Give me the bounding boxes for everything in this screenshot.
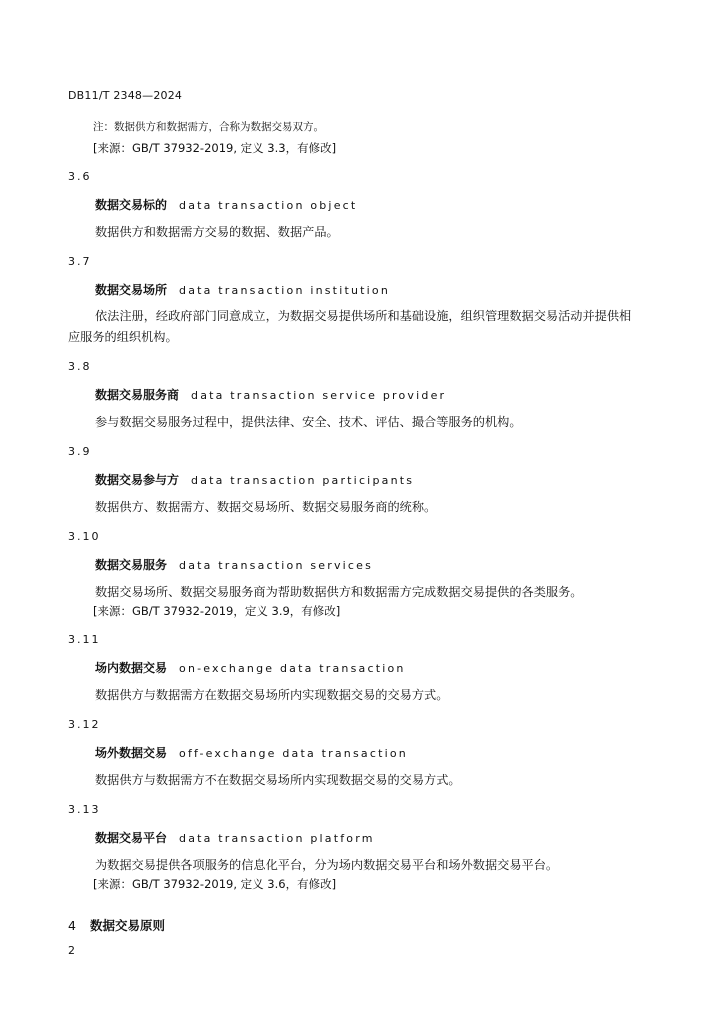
definition-text: 数据供方、数据需方、数据交易场所、数据交易服务商的统称。	[95, 500, 437, 514]
term-en: off-exchange data transaction	[179, 747, 408, 760]
definition-text: 为数据交易提供各项服务的信息化平台，分为场内数据交易平台和场外数据交易平台。	[95, 858, 559, 872]
term-en: data transaction service provider	[191, 389, 447, 402]
clause-number: 3.9	[68, 445, 92, 458]
term-zh: 场外数据交易	[95, 746, 168, 760]
term-zh: 数据交易平台	[95, 831, 168, 845]
section-number: 4	[68, 918, 76, 933]
source-citation: [来源：GB/T 37932-2019, 定义 3.6，有修改]	[93, 877, 337, 891]
term-en: data transaction institution	[179, 284, 391, 297]
definition-text: 参与数据交易服务过程中，提供法律、安全、技术、评估、撮合等服务的机构。	[95, 415, 522, 429]
clause-number: 3.10	[68, 530, 101, 543]
clause-number: 3.7	[68, 255, 92, 268]
term-heading	[95, 744, 408, 761]
clause-number: 3.8	[68, 360, 92, 373]
definition-text: 依法注册，经政府部门同意成立，为数据交易提供场所和基础设施，组织管理数据交易活动并提供相应服务的组织机构。	[68, 309, 632, 344]
definition-text: 数据供方与数据需方不在数据交易场所内实现数据交易的交易方式。	[95, 773, 461, 787]
definition-text: 数据供方与数据需方在数据交易场所内实现数据交易的交易方式。	[95, 688, 449, 702]
source-citation: [来源：GB/T 37932-2019，定义 3.9，有修改]	[93, 604, 341, 618]
clause-number: 3.12	[68, 718, 101, 731]
term-zh: 场内数据交易	[95, 661, 168, 675]
term-heading	[95, 829, 375, 846]
term-heading	[95, 556, 373, 573]
clause-number: 3.6	[68, 170, 92, 183]
definition-text: 数据交易场所、数据交易服务商为帮助数据供方和数据需方完成数据交易提供的各类服务。	[95, 585, 583, 599]
page-number: 2	[68, 944, 75, 957]
term-en: on-exchange data transaction	[179, 662, 406, 675]
source-citation: [来源：GB/T 37932-2019, 定义 3.3，有修改]	[93, 141, 337, 155]
clause-number: 3.13	[68, 803, 101, 816]
section-heading	[68, 916, 165, 934]
term-zh: 数据交易服务商	[95, 388, 180, 402]
section-title: 数据交易原则	[89, 918, 165, 933]
term-heading	[95, 659, 406, 676]
term-zh: 数据交易标的	[95, 198, 168, 212]
term-heading	[95, 281, 390, 298]
term-en: data transaction services	[179, 559, 374, 572]
term-en: data transaction object	[179, 199, 358, 212]
term-zh: 数据交易服务	[95, 558, 168, 572]
clause-number: 3.11	[68, 633, 101, 646]
term-heading	[95, 471, 414, 488]
term-en: data transaction participants	[191, 474, 415, 487]
term-heading	[95, 386, 446, 403]
term-zh: 数据交易参与方	[95, 473, 180, 487]
term-heading	[95, 196, 357, 213]
term-en: data transaction platform	[179, 832, 375, 845]
definition-text: 数据供方和数据需方交易的数据、数据产品。	[95, 225, 339, 239]
document-header: DB11/T 2348—2024	[68, 89, 183, 102]
term-zh: 数据交易场所	[95, 283, 168, 297]
note-text: 注：数据供方和数据需方，合称为数据交易双方。	[93, 121, 324, 133]
